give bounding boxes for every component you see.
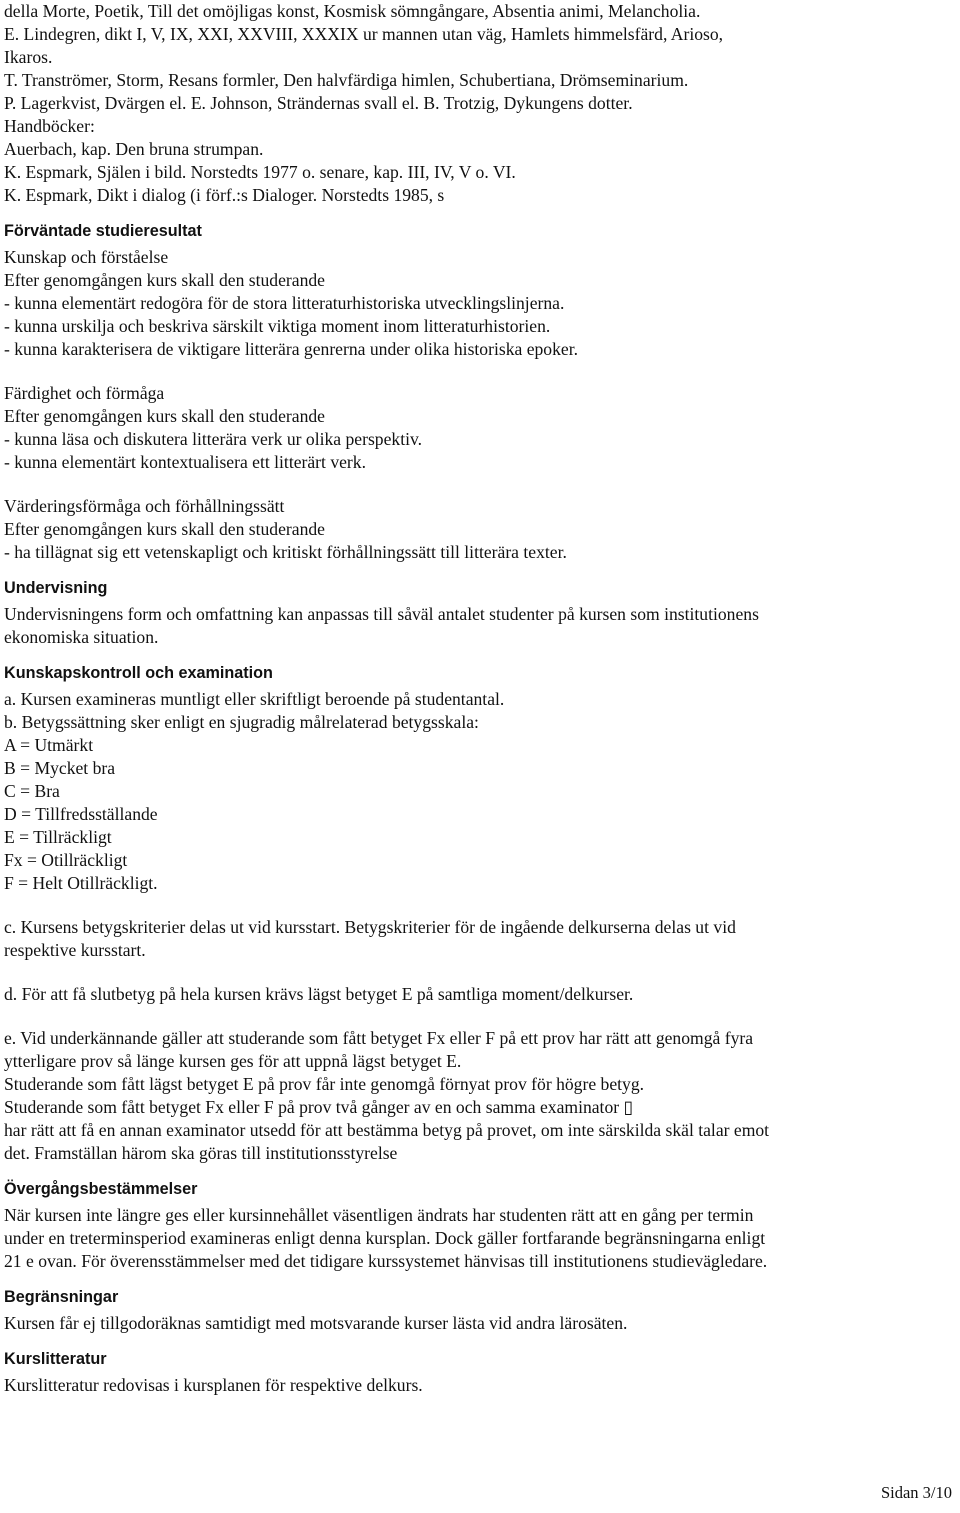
teaching-body	[4, 603, 956, 649]
text-line: När kursen inte längre ges eller kursinnehållet väsentligen ändrats har studenten rätt att en gång per termin	[4, 1205, 754, 1225]
text-line: b. Betygssättning sker enligt en sjugradig målrelaterad betygsskala:	[4, 712, 479, 732]
section-heading-transition: Övergångsbestämmelser	[4, 1180, 198, 1198]
text-line: T. Tranströmer, Storm, Resans formler, Den halvfärdiga himlen, Schubertiana, Drömseminarium.	[4, 70, 689, 90]
section-heading-examination: Kunskapskontroll och examination	[4, 664, 273, 682]
text-line: E. Lindegren, dikt I, V, IX, XXI, XXVIII, XXXIX ur mannen utan väg, Hamlets himmelsfärd, Arioso,	[4, 24, 724, 44]
transition-body	[4, 1204, 956, 1273]
section-heading-restrictions: Begränsningar	[4, 1288, 119, 1306]
text-line: K. Espmark, Dikt i dialog (i förf.:s Dialoger. Norstedts 1985, s	[4, 185, 445, 205]
text-line: ytterligare prov så länge kursen ges för att uppnå lägst betyget E.	[4, 1051, 462, 1071]
text-line: - kunna elementärt redogöra för de stora litteraturhistoriska utvecklingslinjerna.	[4, 293, 565, 313]
text-line: under en treterminsperiod examineras enligt denna kursplan. Dock gäller fortfarande begränsningarna enligt	[4, 1228, 766, 1248]
text-line: Studerande som fått lägst betyget E på prov får inte genomgå förnyat prov för högre betyg.	[4, 1074, 645, 1094]
text-line: det. Framställan härom ska göras till institutionsstyrelse	[4, 1143, 398, 1163]
text-line: - kunna karakterisera de viktigare litterära genrerna under olika historiska epoker.	[4, 339, 578, 359]
subsection-title: Värderingsförmåga och förhållningssätt	[4, 496, 285, 516]
grade-item: B = Mycket bra	[4, 758, 116, 778]
text-line: - kunna läsa och diskutera litterära verk ur olika perspektiv.	[4, 429, 423, 449]
examination-body	[4, 688, 956, 1165]
subsection-title: Färdighet och förmåga	[4, 383, 165, 403]
document-page	[4, 0, 956, 1397]
grade-item: D = Tillfredsställande	[4, 804, 158, 824]
section-heading-teaching: Undervisning	[4, 579, 108, 597]
page-number: Sidan 3/10	[880, 1483, 952, 1502]
grade-item: A = Utmärkt	[4, 735, 94, 755]
section-heading-literature: Kurslitteratur	[4, 1350, 107, 1368]
text-line: har rätt att få en annan examinator utsedd för att bestämma betyg på provet, om inte särskilda skäl talar emot	[4, 1120, 770, 1140]
text-line: Studerande som fått betyget Fx eller F på prov två gånger av en och samma examinator ▯	[4, 1097, 634, 1117]
text-line: Auerbach, kap. Den bruna strumpan.	[4, 139, 264, 159]
literature-list	[4, 0, 956, 207]
text-line: Efter genomgången kurs skall den studerande	[4, 519, 325, 539]
outcomes-knowledge	[4, 246, 956, 361]
text-line: d. För att få slutbetyg på hela kursen krävs lägst betyget E på samtliga moment/delkurser.	[4, 984, 634, 1004]
text-line: respektive kursstart.	[4, 940, 146, 960]
grade-item: F = Helt Otillräckligt.	[4, 873, 158, 893]
literature-body	[4, 1374, 956, 1397]
text-line: Efter genomgången kurs skall den studerande	[4, 270, 325, 290]
text-line: a. Kursen examineras muntligt eller skriftligt beroende på studentantal.	[4, 689, 505, 709]
text-line: 21 e ovan. För överensstämmelser med det tidigare kurssystemet hänvisas till institutionens studievägledare.	[4, 1251, 768, 1271]
text-line: ekonomiska situation.	[4, 627, 159, 647]
text-line: - kunna urskilja och beskriva särskilt viktiga moment inom litteraturhistorien.	[4, 316, 551, 336]
text-line: c. Kursens betygskriterier delas ut vid kursstart. Betygskriterier för de ingående delkurserna delas ut vid	[4, 917, 736, 937]
restrictions-body	[4, 1312, 956, 1335]
grade-item: C = Bra	[4, 781, 60, 801]
text-line: Ikaros.	[4, 47, 53, 67]
text-line: P. Lagerkvist, Dvärgen el. E. Johnson, Strändernas svall el. B. Trotzig, Dykungens dotter.	[4, 93, 633, 113]
text-line: Handböcker:	[4, 116, 95, 136]
text-line: Efter genomgången kurs skall den studerande	[4, 406, 325, 426]
section-heading-outcomes: Förväntade studieresultat	[4, 222, 202, 240]
text-line: della Morte, Poetik, Till det omöjligas konst, Kosmisk sömngångare, Absentia animi, Melancholia.	[4, 1, 701, 21]
text-line: Undervisningens form och omfattning kan anpassas till såväl antalet studenter på kursen som institutionens	[4, 604, 759, 624]
grade-item: E = Tillräckligt	[4, 827, 112, 847]
text-line: Kurslitteratur redovisas i kursplanen för respektive delkurs.	[4, 1375, 423, 1395]
grade-item: Fx = Otillräckligt	[4, 850, 128, 870]
subsection-title: Kunskap och förståelse	[4, 247, 169, 267]
outcomes-judgement	[4, 495, 956, 564]
text-line: K. Espmark, Själen i bild. Norstedts 1977 o. senare, kap. III, IV, V o. VI.	[4, 162, 516, 182]
text-line: Kursen får ej tillgodoräknas samtidigt med motsvarande kurser lästa vid andra lärosäten.	[4, 1313, 628, 1333]
outcomes-skills	[4, 382, 956, 474]
text-line: e. Vid underkännande gäller att studerande som fått betyget Fx eller F på ett prov har rätt att genomgå fyra	[4, 1028, 754, 1048]
text-line: - ha tillägnat sig ett vetenskapligt och kritiskt förhållningssätt till litterära texter.	[4, 542, 567, 562]
text-line: - kunna elementärt kontextualisera ett litterärt verk.	[4, 452, 366, 472]
